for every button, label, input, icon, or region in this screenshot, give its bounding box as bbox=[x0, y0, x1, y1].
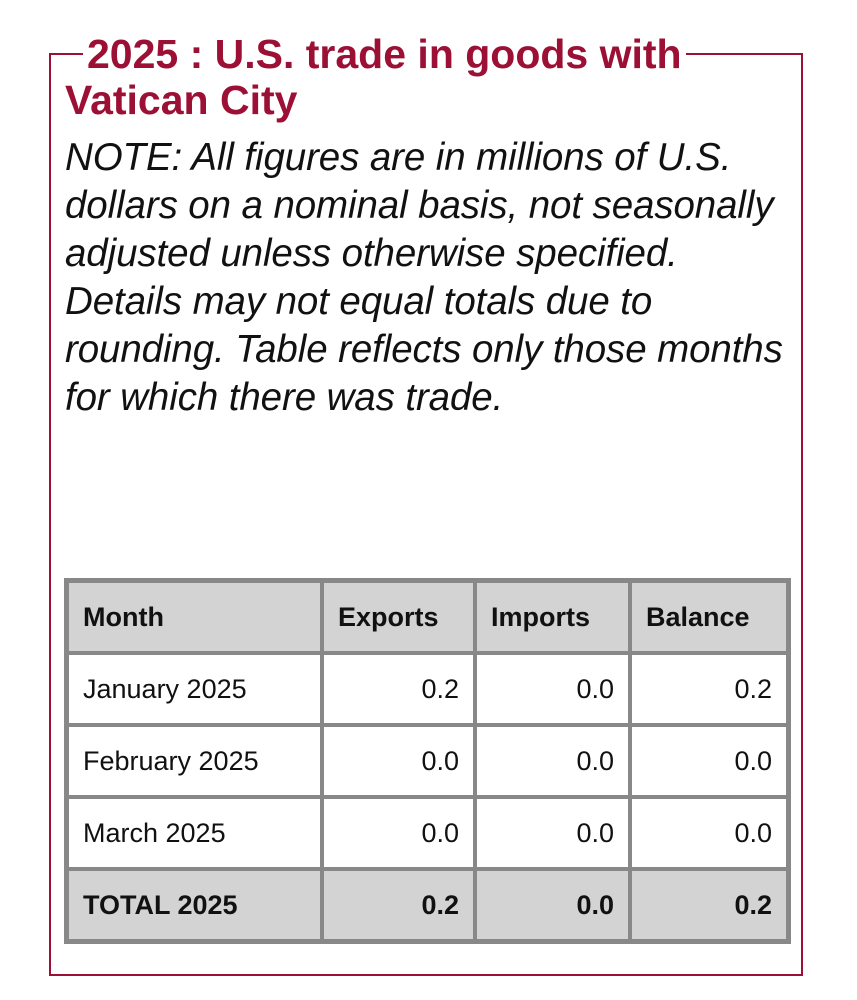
row-balance: 0.0 bbox=[630, 797, 788, 869]
trade-summary-box bbox=[49, 30, 803, 976]
page-title: 2025 : U.S. trade in goods with bbox=[87, 31, 682, 77]
total-balance: 0.2 bbox=[630, 869, 788, 941]
table-row bbox=[67, 797, 788, 869]
column-header-imports: Imports bbox=[475, 581, 630, 653]
row-imports: 0.0 bbox=[475, 725, 630, 797]
total-exports: 0.2 bbox=[322, 869, 475, 941]
total-label: TOTAL 2025 bbox=[67, 869, 322, 941]
row-exports: 0.0 bbox=[322, 725, 475, 797]
column-header-exports: Exports bbox=[322, 581, 475, 653]
row-imports: 0.0 bbox=[475, 797, 630, 869]
total-row bbox=[67, 869, 788, 941]
column-header-month: Month bbox=[67, 581, 322, 653]
row-imports: 0.0 bbox=[475, 653, 630, 725]
row-balance: 0.2 bbox=[630, 653, 788, 725]
row-exports: 0.0 bbox=[322, 797, 475, 869]
row-month: January 2025 bbox=[67, 653, 322, 725]
table-header-row bbox=[67, 581, 788, 653]
row-month: February 2025 bbox=[67, 725, 322, 797]
row-month: March 2025 bbox=[67, 797, 322, 869]
table-row bbox=[67, 725, 788, 797]
row-balance: 0.0 bbox=[630, 725, 788, 797]
trade-table bbox=[64, 578, 791, 944]
page-title-continued: Vatican City bbox=[65, 77, 298, 123]
row-exports: 0.2 bbox=[322, 653, 475, 725]
total-imports: 0.0 bbox=[475, 869, 630, 941]
note-text: NOTE: All figures are in millions of U.S. dollars on a nominal basis, not seasonally adjusted unless otherwise specified. Details may not equal totals due to rounding. Table reflects only those months for which there was trade. bbox=[65, 136, 783, 419]
column-header-balance: Balance bbox=[630, 581, 788, 653]
table-row bbox=[67, 653, 788, 725]
